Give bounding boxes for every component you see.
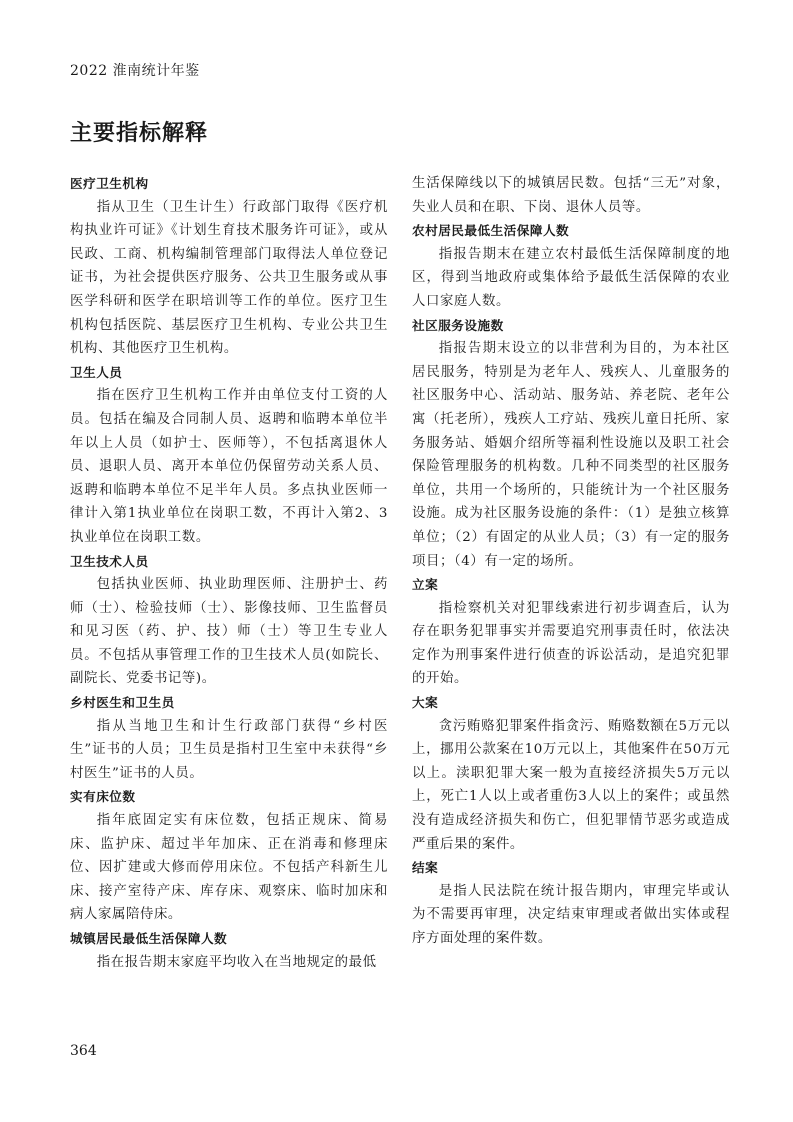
term-definition: 指在报告期末家庭平均收入在当地规定的最低 xyxy=(96,954,377,970)
term-heading: 医疗卫生机构 xyxy=(70,176,149,191)
definition-section xyxy=(70,172,388,361)
definition-section xyxy=(412,691,730,856)
definition-section xyxy=(70,550,388,692)
term-definition: 指检察机关对犯罪线索进行初步调查后，认为存在职务犯罪事实并需要追究刑事责任时，依法决定作为刑事案件进行侦查的诉讼活动，是追究犯罪的开始。 xyxy=(412,600,730,687)
page-number: 364 xyxy=(70,1043,97,1059)
term-heading: 社区服务设施数 xyxy=(412,317,504,333)
term-heading: 立案 xyxy=(412,577,439,593)
definition-section xyxy=(412,573,730,691)
term-heading: 结案 xyxy=(412,860,439,876)
term-heading: 农村居民最低生活保障人数 xyxy=(412,223,570,239)
term-definition: 指报告期末设立的以非营利为目的，为本社区居民服务，特别是为老年人、残疾人、儿童服务的社区服务中心、活动站、服务站、养老院、老年公寓（托老所），残疾人工疗站、残疾儿童日托所、家务服务站、婚姻介绍所等福利性设施以及职工社会保险管理服务的机构数。几种不同类型的社区服务单位，共用一个场所的，只能统计为一个社区服务设施。成为社区服务设施的条件：（1）是独立核算单位；（2）有固定的从业人员；（3）有一定的服务项目；（4）有一定的场所。 xyxy=(412,341,730,569)
definition-section xyxy=(412,219,730,313)
right-column xyxy=(412,172,730,951)
running-header: 2022 淮南统计年鉴 xyxy=(70,63,200,79)
term-heading: 大案 xyxy=(412,695,439,711)
term-heading: 卫生技术人员 xyxy=(70,553,149,569)
term-definition: 指在医疗卫生机构工作并由单位支付工资的人员。包括在编及合同制人员、返聘和临聘本单位半年以上人员（如护士、医师等），不包括离退休人员、退职人员、离开本单位仍保留劳动关系人员、返聘和临聘本单位不足半年人员。多点执业医师一律计入第1执业单位在岗职工数，不再计入第2、3执业单位在岗职工数。 xyxy=(70,388,388,545)
page-title: 主要指标解释 xyxy=(70,121,209,146)
definition-continuation xyxy=(412,172,730,219)
term-definition: 是指人民法院在统计报告期内，审理完毕或认为不需要再审理，决定结束审理或者做出实体或程序方面处理的案件数。 xyxy=(412,883,730,946)
term-definition: 指报告期末在建立农村最低生活保障制度的地区，得到当地政府或集体给予最低生活保障的农业人口家庭人数。 xyxy=(412,246,730,309)
term-heading: 城镇居民最低生活保障人数 xyxy=(70,931,228,946)
definition-section xyxy=(412,314,730,574)
term-definition: 指从卫生（卫生计生）行政部门取得《医疗机构执业许可证》《计划生育技术服务许可证》，或从民政、工商、机构编制管理部门取得法人单位登记证书，为社会提供医疗服务、公共卫生服务或从事医学科研和医学在职培训等工作的单位。医疗卫生机构包括医院、基层医疗卫生机构、专业公共卫生机构、其他医疗卫生机构。 xyxy=(70,199,388,357)
left-column xyxy=(70,172,388,974)
definition-section xyxy=(70,785,388,927)
term-definition: 贪污贿赂犯罪案件指贪污、贿赂数额在5万元以上，挪用公款案在10万元以上，其他案件在50万元以上。渎职犯罪大案一般为直接经济损失5万元以上，死亡1人以上或者重伤3人以上的案件；或虽然没有造成经济损失和伤亡，但犯罪情节恶劣或造成严重后果的案件。 xyxy=(412,718,730,852)
definition-section xyxy=(70,927,388,974)
term-heading: 实有床位数 xyxy=(70,789,136,805)
term-definition: 指从当地卫生和计生行政部门获得“乡村医生”证书的人员；卫生员是指村卫生室中未获得“乡村医生”证书的人员。 xyxy=(70,718,388,781)
continued-definition: 生活保障线以下的城镇居民数。包括“三无”对象，失业人员和在职、下岗、退休人员等。 xyxy=(412,176,730,215)
definition-section xyxy=(412,856,730,950)
term-heading: 卫生人员 xyxy=(70,364,123,380)
definition-section xyxy=(70,691,388,785)
term-heading: 乡村医生和卫生员 xyxy=(70,695,175,711)
term-definition: 指年底固定实有床位数，包括正规床、简易床、监护床、超过半年加床、正在消毒和修理床位、因扩建或大修而停用床位。不包括产科新生儿床、接产室待产床、库存床、观察床、临时加床和病人家属陪侍床。 xyxy=(70,813,388,923)
definition-section xyxy=(70,361,388,550)
term-definition: 包括执业医师、执业助理医师、注册护士、药师（士）、检验技师（士）、影像技师、卫生监督员和见习医（药、护、技）师（士）等卫生专业人员。不包括从事管理工作的卫生技术人员(如院长、副院长、党委书记等)。 xyxy=(70,577,388,687)
